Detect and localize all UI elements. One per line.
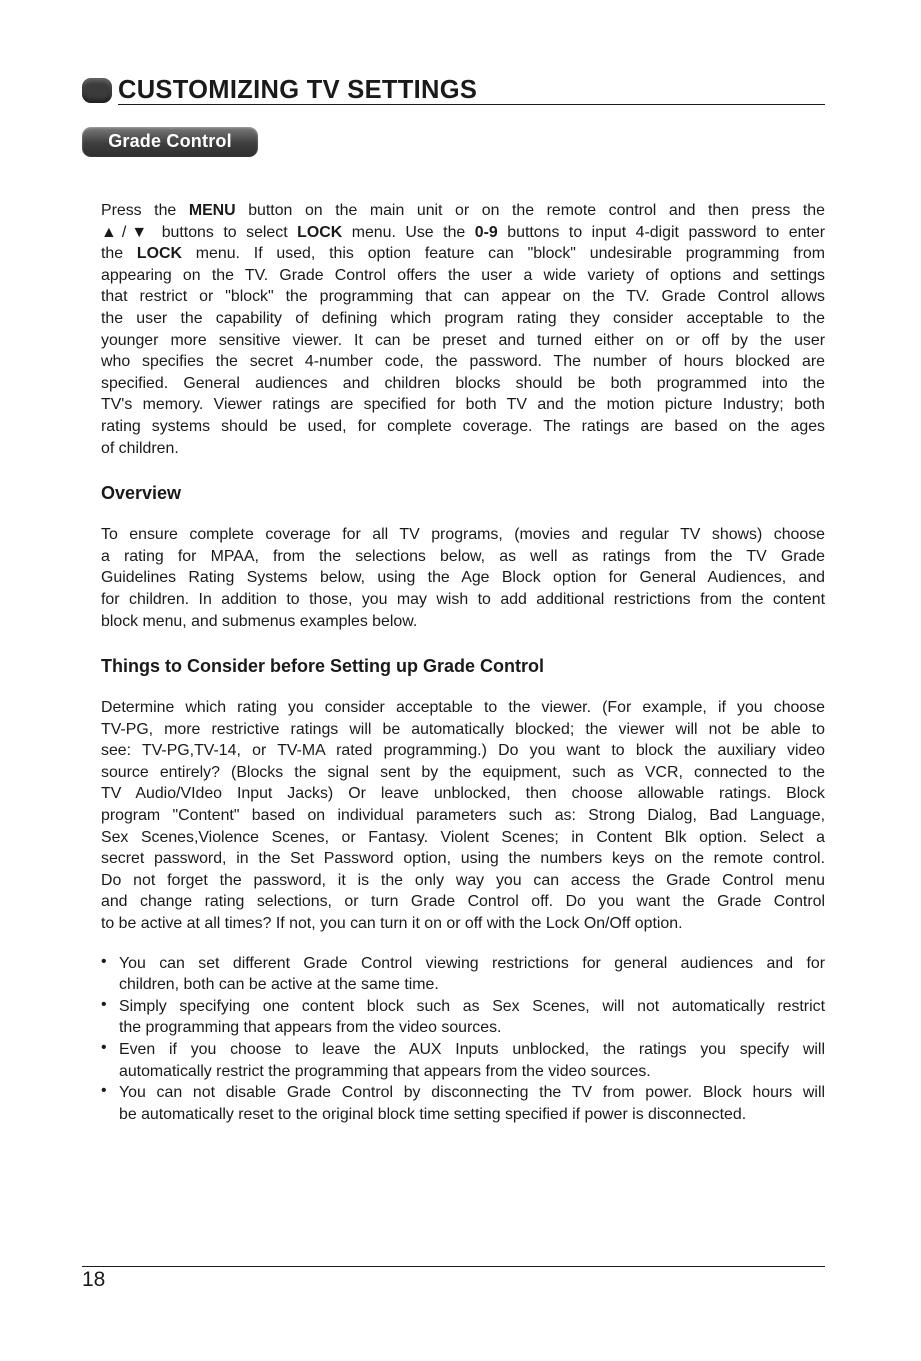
list-item-line: • Even if you choose to leave the AUX Inputs unblocked, the ratings you specify will bbox=[119, 1041, 825, 1058]
page-title: CUSTOMIZING TV SETTINGS bbox=[118, 76, 478, 104]
list-item-line: children, both can be active at the same time. bbox=[119, 976, 439, 994]
intro-line: who specifies the secret 4-number code, the password. The number of hours blocked are bbox=[101, 353, 825, 371]
list-item bbox=[101, 996, 825, 1039]
overview-line: To ensure complete coverage for all TV programs, (movies and regular TV shows) choose bbox=[101, 526, 825, 544]
intro-line: rating systems should be used, for complete coverage. The ratings are based on the ages bbox=[101, 417, 825, 435]
section-badge-label: Grade Control bbox=[108, 131, 232, 151]
consider-paragraph bbox=[101, 697, 825, 935]
consider-line: and change rating selections, or turn Grade Control off. Do you want the Grade Control bbox=[101, 893, 825, 911]
intro-emphasis: LOCK bbox=[297, 223, 343, 241]
list-item-line: • You can not disable Grade Control by disconnecting the TV from power. Block hours will bbox=[119, 1084, 825, 1102]
list-item-text bbox=[119, 1082, 825, 1125]
list-item bbox=[101, 1039, 825, 1082]
footer-divider bbox=[82, 1266, 825, 1267]
overview-line: a rating for MPAA, from the selections below, as well as ratings from the TV Grade bbox=[101, 547, 825, 565]
intro-line: appearing on the TV. Grade Control offers the user a wide variety of options and settings bbox=[101, 266, 825, 284]
intro-line: specified. General audiences and children blocks should be both programmed into the bbox=[101, 374, 825, 392]
list-item-line: • You can set different Grade Control viewing restrictions for general audiences and for bbox=[119, 954, 825, 972]
consider-line: see: TV-PG,TV-14, or TV-MA rated programming.) Do you want to block the auxiliary video bbox=[101, 742, 825, 760]
intro-line: ▲/▼ buttons to select LOCK menu. Use the 0-9 buttons to input 4-digit password to enter bbox=[101, 223, 825, 241]
page-header bbox=[82, 76, 825, 106]
intro-line: Press the MENU button on the main unit or on the remote control and then press the bbox=[101, 202, 825, 219]
overview-line: Guidelines Rating Systems below, using the Age Block option for General Audiences, and bbox=[101, 569, 825, 587]
intro-paragraph bbox=[101, 200, 825, 459]
intro-line: younger more sensitive viewer. It can be preset and turned either on or off by the user bbox=[101, 331, 825, 349]
intro-emphasis: LOCK bbox=[136, 245, 182, 263]
intro-emphasis: MENU bbox=[188, 202, 236, 219]
consider-line: TV-PG, more restrictive ratings will be automatically blocked; the viewer will not be able to bbox=[101, 720, 825, 738]
list-item-text bbox=[119, 996, 825, 1039]
intro-line: the user the capability of defining which program rating they consider acceptable to the bbox=[101, 309, 825, 327]
intro-emphasis: 0-9 bbox=[474, 223, 498, 241]
overview-paragraph bbox=[101, 524, 825, 632]
intro-line: TV's memory. Viewer ratings are specified for both TV and the motion picture Industry; both bbox=[101, 396, 825, 414]
consider-line: Determine which rating you consider acceptable to the viewer. (For example, if you choose bbox=[101, 699, 825, 717]
page-number: 18 bbox=[82, 1268, 106, 1291]
overview-heading: Overview bbox=[101, 483, 182, 504]
list-item-line: the programming that appears from the video sources. bbox=[119, 1019, 502, 1037]
tips-list bbox=[101, 953, 825, 1126]
section-badge bbox=[82, 127, 258, 157]
list-item-line: • Simply specifying one content block such as Sex Scenes, will not automatically restrict bbox=[119, 997, 825, 1015]
list-item bbox=[101, 1082, 825, 1125]
intro-line: the LOCK menu. If used, this option feature can "block" undesirable programming from bbox=[101, 245, 825, 263]
consider-line: Sex Scenes,Violence Scenes, or Fantasy. Violent Scenes; in Content Blk option. Select a bbox=[101, 828, 825, 846]
intro-line: of children. bbox=[101, 439, 179, 457]
header-divider bbox=[118, 104, 825, 105]
list-item-text bbox=[119, 1039, 825, 1082]
consider-line: TV Audio/VIdeo Input Jacks) Or leave unblocked, then choose allowable ratings. Block bbox=[101, 785, 825, 803]
consider-line: to be active at all times? If not, you can turn it on or off with the Lock On/Off option. bbox=[101, 915, 683, 933]
list-item bbox=[101, 953, 825, 996]
consider-line: source entirely? (Blocks the signal sent by the equipment, such as VCR, connected to the bbox=[101, 763, 825, 781]
consider-heading: Things to Consider before Setting up Grade Control bbox=[101, 656, 545, 677]
overview-line: block menu, and submenus examples below. bbox=[101, 612, 418, 630]
header-bullet-icon bbox=[82, 78, 112, 103]
list-item-line: automatically restrict the programming that appears from the video sources. bbox=[119, 1062, 651, 1080]
consider-line: secret password, in the Set Password option, using the numbers keys on the remote control. bbox=[101, 850, 825, 868]
list-item-line: be automatically reset to the original block time setting specified if power is disconnected. bbox=[119, 1105, 747, 1123]
consider-line: Do not forget the password, it is the only way you can access the Grade Control menu bbox=[101, 871, 825, 889]
overview-line: for children. In addition to those, you may wish to add additional restrictions from the content bbox=[101, 590, 825, 608]
list-item-text bbox=[119, 953, 825, 996]
consider-line: program "Content" based on individual parameters such as: Strong Dialog, Bad Language, bbox=[101, 807, 825, 825]
page-content bbox=[101, 200, 825, 1125]
intro-line: that restrict or "block" the programming that can appear on the TV. Grade Control allows bbox=[101, 288, 825, 306]
